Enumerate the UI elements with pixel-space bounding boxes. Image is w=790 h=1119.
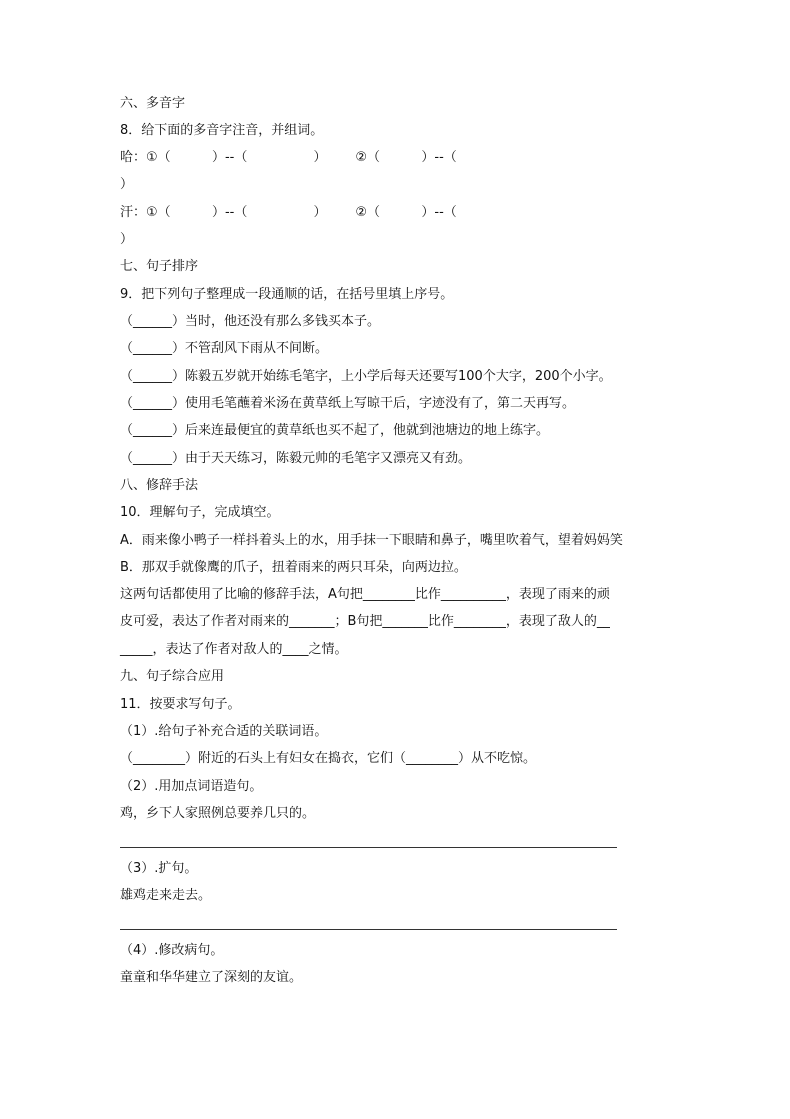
answer-line[interactable] [120,847,617,848]
section-9-title: 九、句子综合应用 [120,669,225,684]
sub-question-3: （3）.扩句。 [120,861,198,876]
expand-sentence: 雄鸡走来走去。 [120,888,212,903]
sub-question-1: （1）.给句子补充合适的关联词语。 [120,724,328,739]
fill-paragraph-line: 这两句话都使用了比喻的修辞手法，A句把________比作__________，表现了雨来的顽 [120,587,610,602]
sub-question-4: （4）.修改病句。 [120,943,224,958]
faulty-sentence: 童童和华华建立了深刻的友谊。 [120,970,303,985]
pinyin-row-ha: 哈：①（ ）--（ ） ②（ ）--（ [120,150,457,165]
section-6-title: 六、多音字 [120,96,186,111]
sort-item: （______）后来连最便宜的黄草纸也买不起了，他就到池塘边的地上练字。 [120,423,550,438]
fill-paragraph-line: _____，表达了作者对敌人的____之情。 [120,642,348,657]
sort-item: （______）由于天天练习，陈毅元帅的毛笔字又漂亮又有劲。 [120,451,472,466]
question-10-prompt: 10．理解句子，完成填空。 [120,505,280,520]
section-8-title: 八、修辞手法 [120,478,199,493]
sort-item: （______）当时，他还没有那么多钱买本子。 [120,314,381,329]
pinyin-row-ha-close: ） [120,177,134,192]
question-9-prompt: 9．把下列句子整理成一段通顺的话，在括号里填上序号。 [120,287,454,302]
example-sentence: 鸡，乡下人家照例总要养几只的。 [120,806,316,821]
sub-question-2: （2）.用加点词语造句。 [120,779,263,794]
sentence-a: A．雨来像小鸭子一样抖着头上的水，用手抹一下眼睛和鼻子，嘴里吹着气，望着妈妈笑 [120,533,623,548]
sentence-b: B．那双手就像鹰的爪子，扭着雨来的两只耳朵，向两边拉。 [120,560,467,575]
sort-item: （______）不管刮风下雨从不间断。 [120,341,329,356]
sort-item: （______）陈毅五岁就开始练毛笔字，上小学后每天还要写100个大字，200个小字。 [120,369,612,384]
pinyin-row-han-close: ） [120,232,134,247]
fill-paragraph-line: 皮可爱，表达了作者对雨来的_______；B句把_______比作________，表现了敌人的__ [120,614,610,629]
sort-item: （______）使用毛笔蘸着米汤在黄草纸上写晾干后，字迹没有了，第二天再写。 [120,396,576,411]
answer-line[interactable] [120,929,617,930]
question-8-prompt: 8．给下面的多音字注音，并组词。 [120,123,324,138]
conjunction-sentence: （________）附近的石头上有妇女在捣衣，它们（________）从不吃惊。 [120,751,537,766]
section-7-title: 七、句子排序 [120,259,199,274]
question-11-prompt: 11．按要求写句子。 [120,697,241,712]
pinyin-row-han: 汗：①（ ）--（ ） ②（ ）--（ [120,205,457,220]
